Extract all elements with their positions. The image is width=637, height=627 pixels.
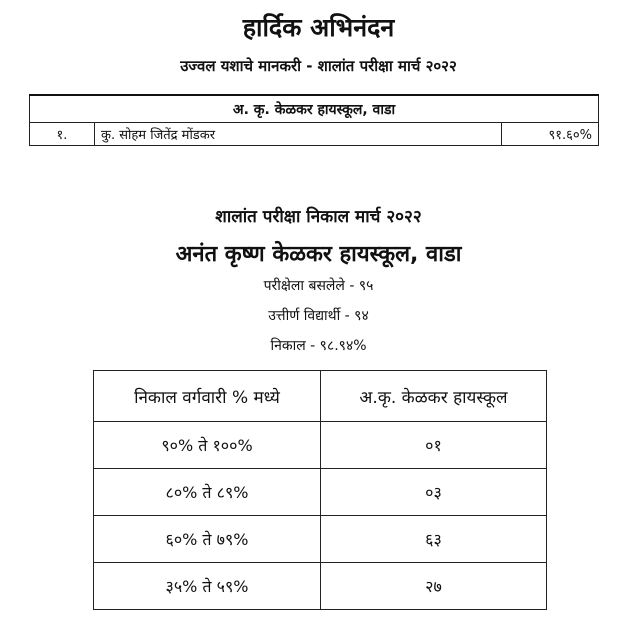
grade-range: ८०% ते ८९% bbox=[94, 469, 321, 516]
main-title: हार्दिक अभिनंदन bbox=[242, 13, 395, 42]
table-row bbox=[94, 469, 547, 516]
grade-count: ०३ bbox=[321, 469, 547, 516]
grade-header-row bbox=[94, 371, 547, 422]
grade-count: ०१ bbox=[321, 422, 547, 469]
grade-count: २७ bbox=[321, 563, 547, 610]
toppers-table bbox=[29, 94, 599, 146]
table-row bbox=[94, 422, 547, 469]
grade-range: ३५% ते ५९% bbox=[94, 563, 321, 610]
grade-table bbox=[93, 370, 547, 610]
topper-name: कु. सोहम जितेंद्र मोंडकर bbox=[95, 123, 502, 146]
toppers-school-name: अ. कृ. केळकर हायस्कूल, वाडा bbox=[30, 95, 599, 123]
table-row bbox=[94, 516, 547, 563]
grade-range: ६०% ते ७९% bbox=[94, 516, 321, 563]
table-row bbox=[30, 123, 599, 146]
topper-percent: ९१.६०% bbox=[502, 123, 599, 146]
school-name: अनंत कृष्ण केळकर हायस्कूल, वाडा bbox=[175, 242, 462, 267]
result-percent: निकाल - ९८.९४% bbox=[270, 338, 367, 354]
grade-count: ६३ bbox=[321, 516, 547, 563]
table-row bbox=[94, 563, 547, 610]
toppers-header-row bbox=[30, 95, 599, 123]
passed-count: उत्तीर्ण विद्यार्थी - ९४ bbox=[268, 308, 369, 324]
subtitle: उज्वल यशाचे मानकरी - शालांत परीक्षा मार्च २०२२ bbox=[180, 57, 457, 75]
appeared-count: परीक्षेला बसलेले - ९५ bbox=[263, 278, 374, 294]
topper-serial: १. bbox=[30, 123, 95, 146]
grade-range: ९०% ते १००% bbox=[94, 422, 321, 469]
grade-header-school: अ.कृ. केळकर हायस्कूल bbox=[321, 371, 547, 422]
grade-header-range: निकाल वर्गवारी % मध्ये bbox=[94, 371, 321, 422]
result-title: शालांत परीक्षा निकाल मार्च २०२२ bbox=[215, 207, 422, 227]
